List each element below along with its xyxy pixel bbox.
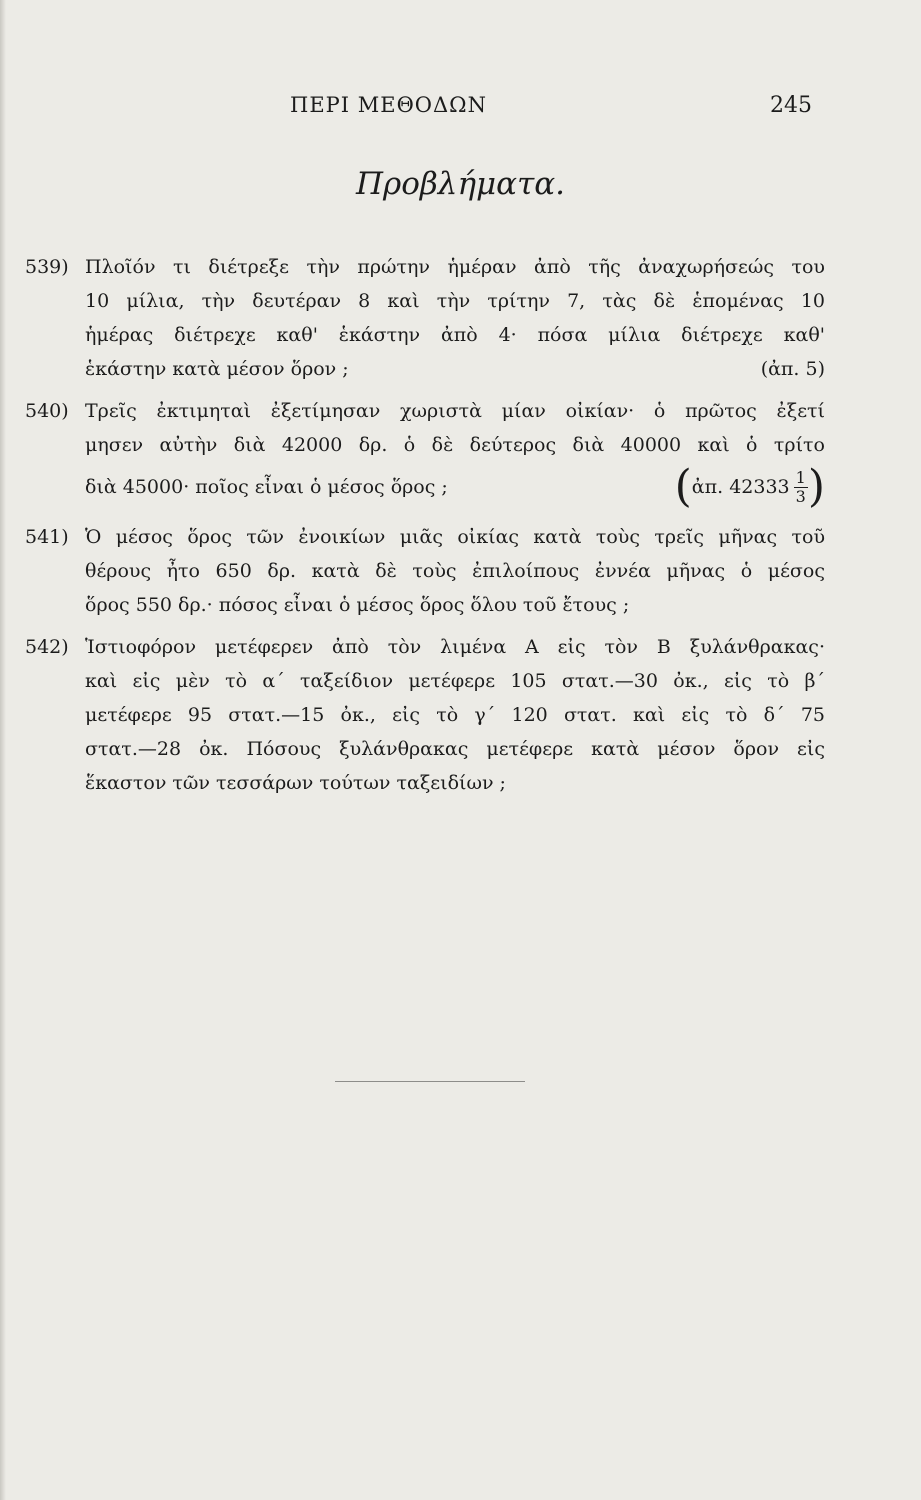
problem-number: 541) xyxy=(25,526,69,548)
problem-text-line: Ἱστιοφόρον μετέφερεν ἀπὸ τὸν λιμένα Α εἰς τὸν Β ξυλάνθρακας· xyxy=(85,636,825,658)
problem-text-line: διὰ 45000· ποῖος εἶναι ὁ μέσος ὅρος ; xyxy=(85,476,448,498)
footer-rule xyxy=(335,1081,525,1082)
running-title: ΠΕΡΙ ΜΕΘΟΔΩΝ xyxy=(290,93,487,117)
problem-540 xyxy=(25,394,825,512)
fraction-numerator: 1 xyxy=(795,467,806,487)
problem-answer: (ἀπ. 5) xyxy=(760,358,825,380)
problem-539 xyxy=(25,250,825,386)
problem-542 xyxy=(25,630,825,800)
problem-text-line: μησεν αὐτὴν διὰ 42000 δρ. ὁ δὲ δεύτερος διὰ 40000 καὶ ὁ τρίτο xyxy=(85,434,825,456)
problem-541 xyxy=(25,520,825,622)
problem-text-line: ἡμέρας διέτρεχε καθ' ἑκάστην ἀπὸ 4· πόσα μίλια διέτρεχε καθ' xyxy=(85,324,825,346)
problem-text-line: 10 μίλια, τὴν δευτέραν 8 καὶ τὴν τρίτην 7, τὰς δὲ ἑπομένας 10 xyxy=(85,290,825,312)
section-title: Προβλήματα. xyxy=(355,166,566,202)
problem-last-line xyxy=(85,462,825,512)
answer-whole: ἀπ. 42333 xyxy=(691,476,790,498)
page-edge xyxy=(0,0,6,1500)
problem-number: 539) xyxy=(25,256,69,278)
problem-number: 540) xyxy=(25,400,69,422)
problem-text-line: καὶ εἰς μὲν τὸ α΄ ταξείδιον μετέφερε 105 στατ.—30 ὀκ., εἰς τὸ β΄ xyxy=(85,670,825,692)
problem-text-line: ὅρος 550 δρ.· πόσος εἶναι ὁ μέσος ὅρος ὅλου τοῦ ἔτους ; xyxy=(85,594,630,616)
fraction-denominator: 3 xyxy=(795,486,806,506)
problem-last-line xyxy=(85,352,825,386)
problem-text-line: Τρεῖς ἐκτιμηταὶ ἐξετίμησαν χωριστὰ μίαν οἰκίαν· ὁ πρῶτος ἐξετί xyxy=(85,400,825,422)
answer-paren-open: ( xyxy=(674,461,692,512)
problem-number: 542) xyxy=(25,636,69,658)
problem-text-line: μετέφερε 95 στατ.—15 ὀκ., εἰς τὸ γ΄ 120 στατ. καὶ εἰς τὸ δ΄ 75 xyxy=(85,704,825,726)
running-head xyxy=(0,93,921,123)
problem-list xyxy=(25,250,825,808)
problem-answer xyxy=(674,461,825,512)
answer-paren-close: ) xyxy=(807,461,825,512)
problem-text-line: Πλοῖόν τι διέτρεξε τὴν πρώτην ἡμέραν ἀπὸ τῆς ἀναχωρήσεώς του xyxy=(85,256,825,278)
answer-fraction xyxy=(794,469,808,506)
problem-text-line: θέρους ἦτο 650 δρ. κατὰ δὲ τοὺς ἐπιλοίπους ἐννέα μῆνας ὁ μέσος xyxy=(85,560,825,582)
problem-text-line: ἑκάστην κατὰ μέσον ὅρον ; xyxy=(85,358,349,380)
problem-text-line: Ὁ μέσος ὅρος τῶν ἐνοικίων μιᾶς οἰκίας κατὰ τοὺς τρεῖς μῆνας τοῦ xyxy=(85,526,825,548)
problem-text-line: στατ.—28 ὀκ. Πόσους ξυλάνθρακας μετέφερε κατὰ μέσον ὅρον εἰς xyxy=(85,738,825,760)
page-number: 245 xyxy=(770,93,812,118)
problem-text-line: ἕκαστον τῶν τεσσάρων τούτων ταξειδίων ; xyxy=(85,772,506,794)
